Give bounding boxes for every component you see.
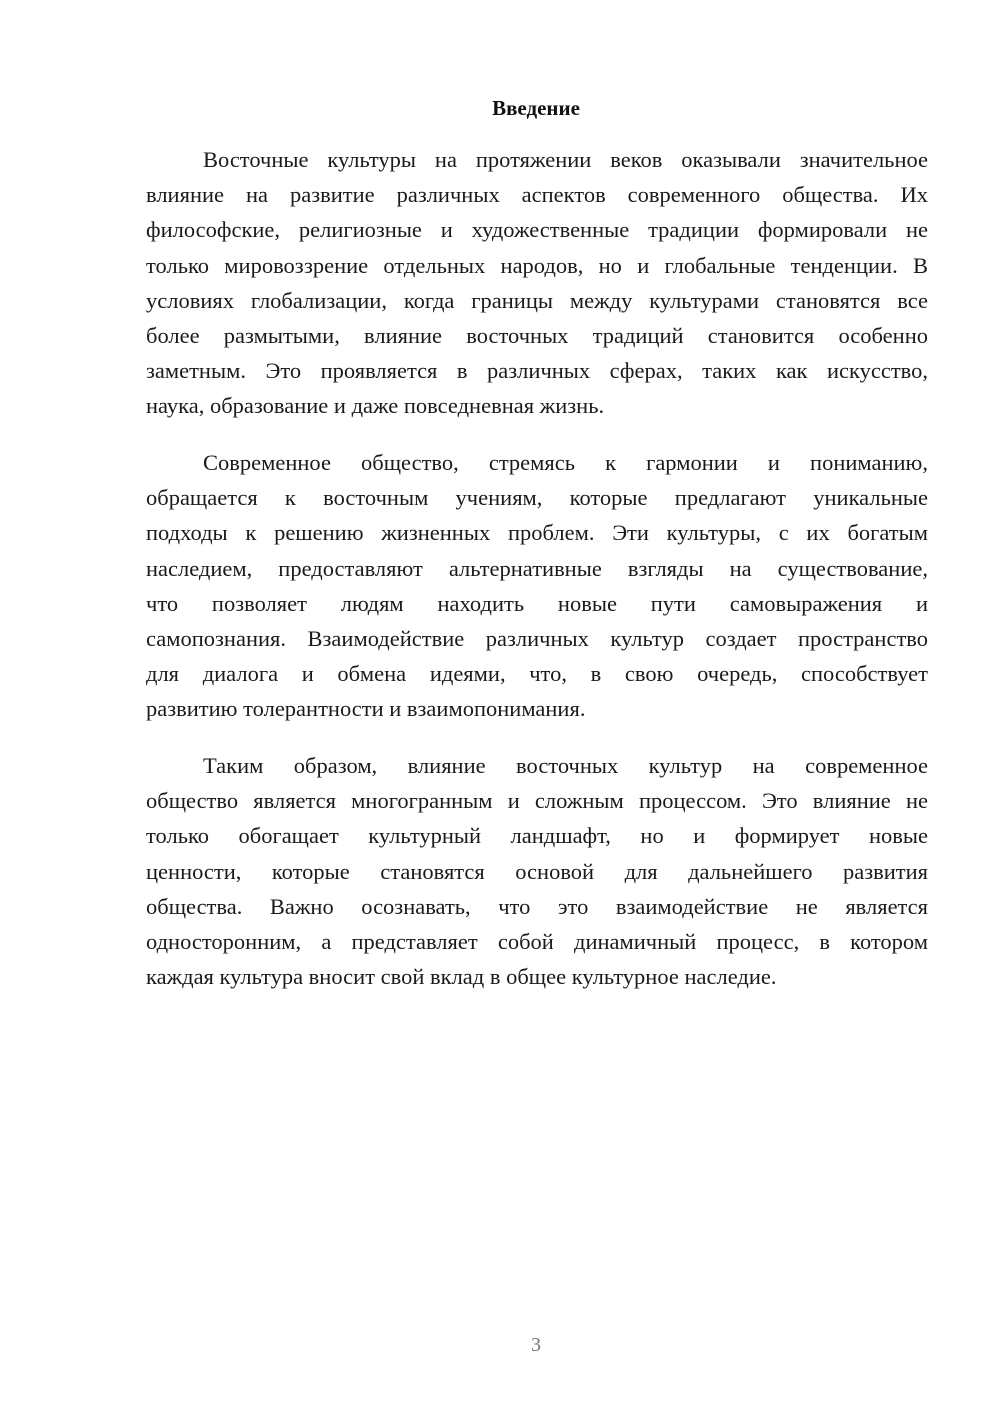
- page-number: 3: [531, 1334, 541, 1356]
- text-line: ценности, которые становятся основой для дальнейшего развития: [146, 858, 928, 884]
- text-line: односторонним, а представляет собой динамичный процесс, в котором: [146, 928, 928, 954]
- paragraph-1: [146, 142, 928, 424]
- paragraph-2: [146, 445, 928, 727]
- text-line: каждая культура вносит свой вклад в общее культурное наследие.: [146, 964, 777, 990]
- text-line: что позволяет людям находить новые пути самовыражения и: [146, 590, 928, 616]
- text-line: наследием, предоставляют альтернативные взгляды на существование,: [146, 555, 928, 581]
- text-line: самопознания. Взаимодействие различных культур создает пространство: [146, 625, 928, 651]
- text-line: только обогащает культурный ландшафт, но и формирует новые: [146, 823, 928, 849]
- text-line: обращается к восточным учениям, которые предлагают уникальные: [146, 485, 928, 511]
- paragraph-3: [146, 748, 928, 994]
- text-line: общества. Важно осознавать, что это взаимодействие не является: [146, 893, 928, 919]
- text-line: наука, образование и даже повседневная жизнь.: [146, 393, 605, 419]
- text-line: заметным. Это проявляется в различных сферах, таких как искусство,: [146, 358, 928, 384]
- text-line: общество является многогранным и сложным процессом. Это влияние не: [146, 788, 928, 814]
- text-line: для диалога и обмена идеями, что, в свою очередь, способствует: [146, 661, 928, 687]
- text-line: философские, религиозные и художественные традиции формировали не: [146, 217, 928, 243]
- text-line: влияние на развитие различных аспектов современного общества. Их: [146, 182, 928, 208]
- text-line: более размытыми, влияние восточных традиций становится особенно: [146, 322, 928, 348]
- section-title: Введение: [492, 96, 580, 120]
- text-line: подходы к решению жизненных проблем. Эти культуры, с их богатым: [146, 520, 928, 546]
- text-line: Таким образом, влияние восточных культур на современное: [203, 753, 928, 778]
- text-line: только мировоззрение отдельных народов, но и глобальные тенденции. В: [146, 252, 928, 278]
- text-line: Современное общество, стремясь к гармонии и пониманию,: [203, 450, 928, 475]
- text-line: Восточные культуры на протяжении веков оказывали значительное: [203, 147, 928, 172]
- text-line: развитию толерантности и взаимопонимания.: [146, 696, 586, 722]
- text-line: условиях глобализации, когда границы между культурами становятся все: [146, 287, 928, 313]
